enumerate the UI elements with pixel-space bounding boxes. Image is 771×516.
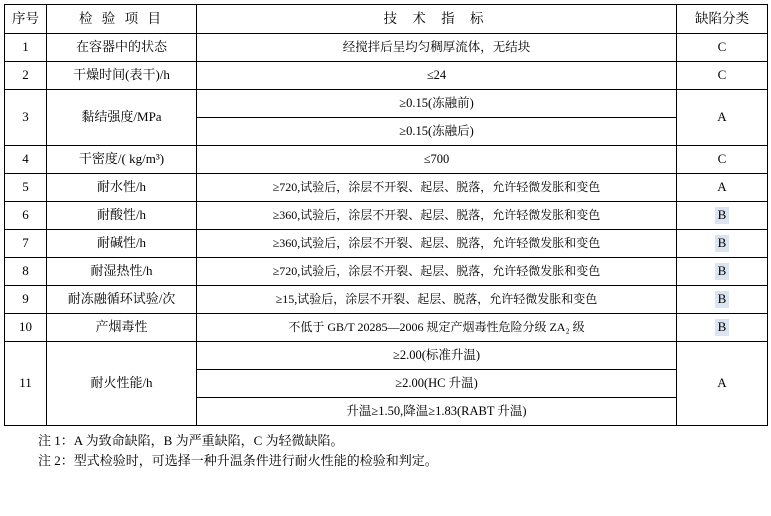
- table-row: [5, 146, 768, 174]
- row-spec: 不低于 GB/T 20285—2006 规定产烟毒性危险分级 ZA₂ 级: [197, 314, 677, 342]
- row-classification: [677, 258, 768, 286]
- row-classification: A: [677, 90, 768, 146]
- classification-highlight: B: [715, 207, 730, 223]
- row-no: 7: [5, 230, 47, 258]
- row-spec-3: 升温≥1.50,降温≥1.83(RABT 升温): [197, 398, 677, 426]
- table-row: [5, 314, 768, 342]
- row-classification: A: [677, 174, 768, 202]
- row-spec: ≥360,试验后，涂层不开裂、起层、脱落，允许轻微发胀和变色: [197, 230, 677, 258]
- row-no: 1: [5, 34, 47, 62]
- row-spec-2: ≥2.00(HC 升温): [197, 370, 677, 398]
- header-cell-classification: 缺陷分类: [677, 5, 768, 34]
- row-item: 在容器中的状态: [47, 34, 197, 62]
- row-no: 4: [5, 146, 47, 174]
- classification-highlight: B: [715, 319, 730, 335]
- table-row: [5, 342, 768, 370]
- row-spec: 经搅拌后呈均匀稠厚流体，无结块: [197, 34, 677, 62]
- row-classification: [677, 314, 768, 342]
- row-no: 9: [5, 286, 47, 314]
- row-spec: ≥0.15(冻融前): [197, 90, 677, 118]
- row-no: 3: [5, 90, 47, 146]
- row-spec: ≥2.00(标准升温): [197, 342, 677, 370]
- row-spec: ≤24: [197, 62, 677, 90]
- row-no: 6: [5, 202, 47, 230]
- classification-highlight: B: [715, 235, 730, 251]
- table-row: [5, 174, 768, 202]
- row-spec: ≥720,试验后，涂层不开裂、起层、脱落，允许轻微发胀和变色: [197, 174, 677, 202]
- table-row: [5, 90, 768, 118]
- row-classification: C: [677, 62, 768, 90]
- table-row: [5, 230, 768, 258]
- row-classification: [677, 202, 768, 230]
- row-classification: [677, 286, 768, 314]
- spec-table-page: [0, 4, 771, 516]
- row-classification: A: [677, 342, 768, 426]
- row-item: 耐冻融循环试验/次: [47, 286, 197, 314]
- row-item: 干燥时间(表干)/h: [47, 62, 197, 90]
- table-body: [5, 34, 768, 426]
- header-cell-no: 序号: [5, 5, 47, 34]
- row-item: 干密度/( kg/m³): [47, 146, 197, 174]
- row-item: 黏结强度/MPa: [47, 90, 197, 146]
- table-row: [5, 62, 768, 90]
- row-no: 10: [5, 314, 47, 342]
- row-spec-2: ≥0.15(冻融后): [197, 118, 677, 146]
- header-cell-item: 检 验 项 目: [47, 5, 197, 34]
- row-item: 耐碱性/h: [47, 230, 197, 258]
- table-notes: [4, 431, 767, 471]
- note-1: 注 1：A 为致命缺陷，B 为严重缺陷，C 为轻微缺陷。: [38, 433, 344, 448]
- classification-highlight: B: [715, 263, 730, 279]
- header-cell-spec: 技 术 指 标: [197, 5, 677, 34]
- row-item: 产烟毒性: [47, 314, 197, 342]
- row-classification: [677, 230, 768, 258]
- table-row: [5, 34, 768, 62]
- row-spec: ≥720,试验后，涂层不开裂、起层、脱落，允许轻微发胀和变色: [197, 258, 677, 286]
- row-item: 耐湿热性/h: [47, 258, 197, 286]
- row-item: 耐水性/h: [47, 174, 197, 202]
- table-row: [5, 202, 768, 230]
- row-no: 5: [5, 174, 47, 202]
- row-spec: ≥15,试验后，涂层不开裂、起层、脱落，允许轻微发胀和变色: [197, 286, 677, 314]
- row-spec: ≥360,试验后，涂层不开裂、起层、脱落，允许轻微发胀和变色: [197, 202, 677, 230]
- note-2: 注 2：型式检验时，可选择一种升温条件进行耐火性能的检验和判定。: [38, 453, 438, 469]
- row-no: 11: [5, 342, 47, 426]
- table-row: [5, 258, 768, 286]
- row-item: 耐火性能/h: [47, 342, 197, 426]
- table-header-row: [5, 5, 768, 34]
- row-no: 2: [5, 62, 47, 90]
- specification-table: [4, 4, 768, 426]
- row-item: 耐酸性/h: [47, 202, 197, 230]
- row-classification: C: [677, 146, 768, 174]
- row-no: 8: [5, 258, 47, 286]
- table-row: [5, 286, 768, 314]
- row-classification: C: [677, 34, 768, 62]
- row-spec: ≤700: [197, 146, 677, 174]
- table-header: [5, 5, 768, 34]
- classification-highlight: B: [715, 291, 730, 307]
